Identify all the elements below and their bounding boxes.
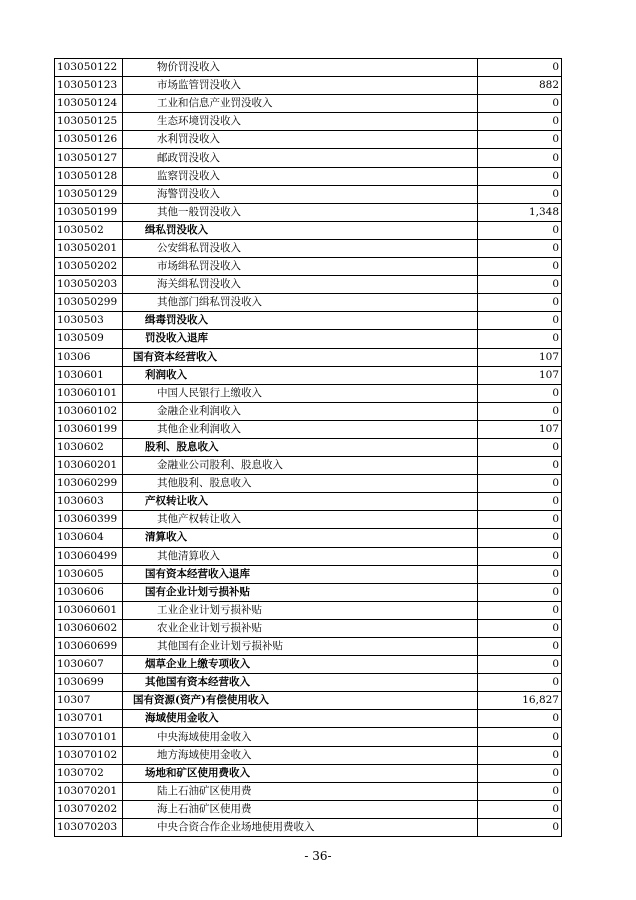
row-name: 清算收入 [123,529,478,547]
row-code: 1030601 [55,366,123,384]
row-code: 103060102 [55,402,123,420]
row-name: 中央合资合作企业场地使用费收入 [123,818,478,836]
row-amount: 0 [478,59,562,77]
row-amount: 0 [478,818,562,836]
row-amount: 0 [478,113,562,131]
row-amount: 0 [478,746,562,764]
row-amount: 0 [478,457,562,475]
row-name: 海上石油矿区使用费 [123,800,478,818]
row-name: 国有企业计划亏损补贴 [123,583,478,601]
row-name: 其他国有企业计划亏损补贴 [123,638,478,656]
row-code: 103060101 [55,384,123,402]
table-row [55,420,562,438]
row-amount: 0 [478,710,562,728]
row-name: 金融业公司股利、股息收入 [123,457,478,475]
row-amount: 0 [478,131,562,149]
row-amount: 0 [478,764,562,782]
row-code: 1030602 [55,438,123,456]
table-row [55,818,562,836]
row-code: 103050128 [55,167,123,185]
table-row [55,384,562,402]
row-amount: 0 [478,402,562,420]
row-code: 1030502 [55,221,123,239]
row-name: 海警罚没收入 [123,185,478,203]
row-code: 10307 [55,692,123,710]
row-amount: 107 [478,348,562,366]
row-code: 103060699 [55,638,123,656]
row-amount: 0 [478,674,562,692]
row-code: 1030701 [55,710,123,728]
row-name: 其他股利、股息收入 [123,475,478,493]
row-name: 国有资本经营收入退库 [123,565,478,583]
page-number: - 36- [304,849,332,863]
row-code: 103050125 [55,113,123,131]
row-code: 1030503 [55,312,123,330]
table-row [55,457,562,475]
table-row [55,348,562,366]
row-code: 1030509 [55,330,123,348]
row-amount: 0 [478,547,562,565]
row-name: 中央海域使用金收入 [123,728,478,746]
row-name: 监察罚没收入 [123,167,478,185]
table-row [55,638,562,656]
row-name: 国有资源(资产)有偿使用收入 [123,692,478,710]
row-amount: 0 [478,167,562,185]
row-name: 缉毒罚没收入 [123,312,478,330]
table-row [55,438,562,456]
row-code: 103060201 [55,457,123,475]
table-row [55,493,562,511]
row-name: 海关缉私罚没收入 [123,276,478,294]
row-code: 103050201 [55,239,123,257]
row-code: 103050299 [55,294,123,312]
table-row [55,294,562,312]
row-amount: 0 [478,258,562,276]
row-code: 103050129 [55,185,123,203]
row-amount: 0 [478,149,562,167]
row-name: 其他国有资本经营收入 [123,674,478,692]
table-row [55,149,562,167]
table-row [55,312,562,330]
row-code: 103050126 [55,131,123,149]
table-row [55,692,562,710]
table-row [55,511,562,529]
revenue-table [54,58,562,837]
row-code: 103070101 [55,728,123,746]
row-amount: 0 [478,95,562,113]
table-row [55,59,562,77]
row-amount: 107 [478,420,562,438]
row-name: 公安缉私罚没收入 [123,239,478,257]
row-name: 邮政罚没收入 [123,149,478,167]
table-row [55,330,562,348]
table-row [55,619,562,637]
row-name: 工业和信息产业罚没收入 [123,95,478,113]
row-amount: 0 [478,239,562,257]
row-amount: 0 [478,583,562,601]
row-amount: 0 [478,276,562,294]
table-row [55,258,562,276]
row-code: 103050124 [55,95,123,113]
table-row [55,239,562,257]
row-amount: 0 [478,728,562,746]
row-code: 103060299 [55,475,123,493]
row-amount: 0 [478,221,562,239]
row-name: 农业企业计划亏损补贴 [123,619,478,637]
row-code: 1030702 [55,764,123,782]
table-row [55,583,562,601]
table-row [55,113,562,131]
table-row [55,402,562,420]
row-amount: 0 [478,601,562,619]
row-code: 103070203 [55,818,123,836]
table-row [55,529,562,547]
row-code: 103060601 [55,601,123,619]
row-amount: 0 [478,782,562,800]
row-amount: 0 [478,656,562,674]
row-name: 工业企业计划亏损补贴 [123,601,478,619]
row-name: 股利、股息收入 [123,438,478,456]
row-name: 利润收入 [123,366,478,384]
row-amount: 1,348 [478,203,562,221]
row-code: 1030699 [55,674,123,692]
table-row [55,565,562,583]
table-row [55,547,562,565]
table-row [55,746,562,764]
row-amount: 882 [478,77,562,95]
row-name: 陆上石油矿区使用费 [123,782,478,800]
row-code: 103070201 [55,782,123,800]
table-row [55,221,562,239]
row-code: 103060499 [55,547,123,565]
row-name: 市场缉私罚没收入 [123,258,478,276]
row-amount: 0 [478,384,562,402]
row-amount: 107 [478,366,562,384]
row-amount: 0 [478,619,562,637]
table-row [55,366,562,384]
row-name: 产权转让收入 [123,493,478,511]
row-name: 地方海域使用金收入 [123,746,478,764]
table-row [55,131,562,149]
row-name: 水利罚没收入 [123,131,478,149]
row-code: 1030607 [55,656,123,674]
row-name: 其他部门缉私罚没收入 [123,294,478,312]
row-code: 1030604 [55,529,123,547]
row-amount: 0 [478,529,562,547]
row-amount: 16,827 [478,692,562,710]
table-body [55,59,562,837]
row-code: 103070102 [55,746,123,764]
table-row [55,601,562,619]
row-code: 10306 [55,348,123,366]
row-amount: 0 [478,185,562,203]
row-name: 物价罚没收入 [123,59,478,77]
row-code: 103060602 [55,619,123,637]
row-amount: 0 [478,638,562,656]
row-code: 103050203 [55,276,123,294]
table-row [55,764,562,782]
row-code: 103060399 [55,511,123,529]
row-code: 103050123 [55,77,123,95]
row-name: 其他清算收入 [123,547,478,565]
row-name: 金融企业利润收入 [123,402,478,420]
row-name: 其他一般罚没收入 [123,203,478,221]
row-code: 1030606 [55,583,123,601]
row-amount: 0 [478,511,562,529]
row-amount: 0 [478,312,562,330]
row-amount: 0 [478,475,562,493]
row-name: 海域使用金收入 [123,710,478,728]
row-code: 103050122 [55,59,123,77]
row-code: 1030603 [55,493,123,511]
row-name: 其他企业利润收入 [123,420,478,438]
row-code: 103050127 [55,149,123,167]
table-row [55,203,562,221]
table-row [55,800,562,818]
row-name: 场地和矿区使用费收入 [123,764,478,782]
row-code: 103060199 [55,420,123,438]
row-amount: 0 [478,800,562,818]
row-amount: 0 [478,330,562,348]
row-name: 缉私罚没收入 [123,221,478,239]
row-name: 市场监管罚没收入 [123,77,478,95]
row-name: 罚没收入退库 [123,330,478,348]
row-code: 1030605 [55,565,123,583]
row-name: 烟草企业上缴专项收入 [123,656,478,674]
row-name: 国有资本经营收入 [123,348,478,366]
table-row [55,276,562,294]
table-row [55,656,562,674]
row-name: 生态环境罚没收入 [123,113,478,131]
row-code: 103050202 [55,258,123,276]
table-row [55,95,562,113]
row-amount: 0 [478,565,562,583]
table-row [55,710,562,728]
row-name: 其他产权转让收入 [123,511,478,529]
table-row [55,674,562,692]
row-name: 中国人民银行上缴收入 [123,384,478,402]
row-amount: 0 [478,438,562,456]
table-row [55,728,562,746]
row-code: 103050199 [55,203,123,221]
table-row [55,167,562,185]
row-code: 103070202 [55,800,123,818]
row-amount: 0 [478,493,562,511]
row-amount: 0 [478,294,562,312]
table-row [55,77,562,95]
table-row [55,782,562,800]
table-row [55,475,562,493]
table-row [55,185,562,203]
